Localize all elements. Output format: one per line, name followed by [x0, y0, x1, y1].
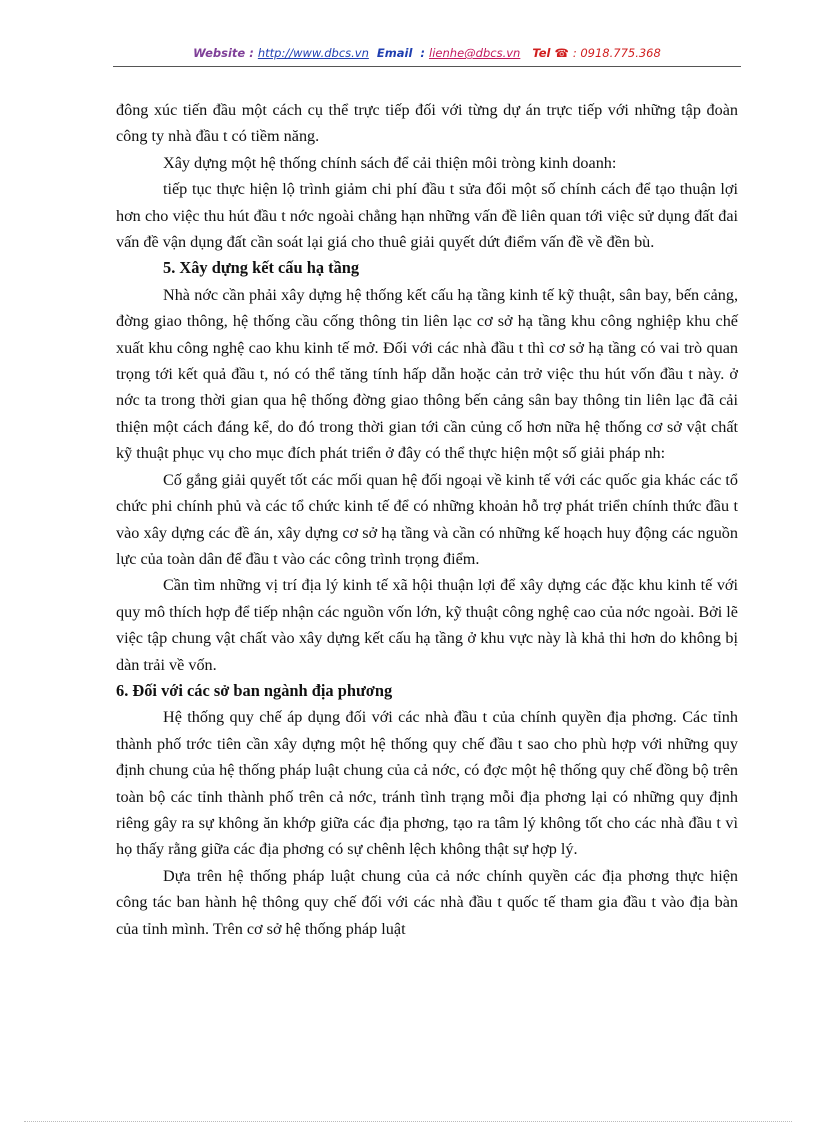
website-separator: : — [249, 46, 254, 60]
paragraph-3: tiếp tục thực hiện lộ trình giảm chi phí đầu t sửa đổi một số chính cách để tạo thuận lợi hơn cho việc thu hút đầu t nớc ngoài chẳng hạn những vấn đề liên quan tới việc sử dụng đất đai vấn đề vận dụng đất cần soát lại giá cho thuê giải quyết dứt điểm vấn đề về đền bù. — [116, 180, 738, 252]
header-divider — [113, 66, 741, 67]
email-separator: : — [420, 46, 426, 60]
paragraph-6: Cần tìm những vị trí địa lý kinh tế xã hội thuận lợi để xây dựng các đặc khu kinh tế với quy mô thích hợp để tiếp nhận các nguồn vốn lớn, kỹ thuật công nghệ cao của nớc ngoài. Bởi lẽ việc tập chung vật chất vào xây dựng kết cấu hạ tầng ở khu vực này là khả thi hơn do không bị dàn trải về vốn. — [116, 576, 738, 674]
tel-label: Tel — [532, 46, 551, 60]
paragraph-7: Hệ thống quy chế áp dụng đối với các nhà đầu t của chính quyền địa phơng. Các tỉnh thành phố trớc tiên cần xây dựng một hệ thống quy chế đầu t sao cho phù hợp với những quy định chung của hệ thống pháp luật chung của cả nớc, có đợc một hệ thống quy chế đồng bộ trên toàn bộ các tỉnh thành phố trên cả nớc, tránh tình trạng mỗi địa phơng lại có những quy định riêng gây ra sự không ăn khớp giữa các địa phơng, tạo ra tâm lý không tốt cho các nhà đầu t vì họ thấy rằng giữa các địa phơng có sự chênh lệch không thật sự hợp lý. — [116, 708, 738, 859]
paragraph-2: Xây dựng một hệ thống chính sách để cải thiện môi tròng kinh doanh: — [163, 153, 617, 172]
website-link[interactable]: http://www.dbcs.vn — [257, 46, 369, 60]
section-heading-5: 5. Xây dựng kết cấu hạ tầng — [163, 258, 360, 278]
email-label: Email — [376, 46, 413, 60]
paragraph-5: Cố gắng giải quyết tốt các mối quan hệ đối ngoại về kinh tế với các quốc gia khác các tổ chức phi chính phủ và các tổ chức kinh tế để có những khoản hỗ trợ phát triển chính thức đầu t vào xây dựng các đề án, xây dựng cơ sở hạ tầng và cần có những kế hoạch huy động các nguồn lực của toàn dân để đầu t vào các công trình trọng điểm. — [116, 470, 738, 568]
page-header — [113, 46, 741, 64]
page-bottom-border — [24, 1121, 792, 1122]
section-heading-6: 6. Đối với các sở ban ngành địa phương — [116, 680, 393, 700]
tel-number: : 0918.775.368 — [572, 46, 661, 60]
email-link[interactable]: lienhe@dbcs.vn — [429, 46, 521, 60]
website-label: Website — [193, 46, 246, 60]
phone-icon: ☎ — [554, 46, 569, 60]
paragraph-8: Dựa trên hệ thống pháp luật chung của cả nớc chính quyền các địa phơng thực hiện công tác ban hành hệ thông quy chế đối với các nhà đầu t quốc tế tham gia đầu t vào địa bàn của tỉnh mình. Trên cơ sở hệ thống pháp luật — [116, 866, 738, 938]
paragraph-1: đông xúc tiến đầu một cách cụ thể trực tiếp đối với từng dự án trực tiếp với những tập đoàn công ty nhà đầu t có tiềm năng. — [116, 101, 738, 146]
document-body — [116, 97, 738, 942]
paragraph-4: Nhà nớc cần phải xây dựng hệ thống kết cấu hạ tầng kinh tế kỹ thuật, sân bay, bến cảng, đờng giao thông, hệ thống cầu cống thông tin liên lạc cơ sở hạ tầng khu công nghiệp khu chế xuất khu công nghệ cao khu kinh tế mở. Đối với các nhà đầu t thì cơ sở hạ tầng có vai trò quan trọng tới kết quả đầu t, nó có thể tăng tính hấp dẫn hoặc cản trở việc thu hút vốn đầu t này. ở nớc ta trong thời gian qua hệ thống đờng giao thông bến cảng sân bay thông tin liên lạc đã cải thiện một cách đáng kể, do đó trong thời gian tới cần củng cố hơn nữa hệ thống cơ sở vật chất kỹ thuật phục vụ cho mục đích phát triển ở đây có thể thực hiện một số giải pháp nh: — [116, 285, 738, 463]
